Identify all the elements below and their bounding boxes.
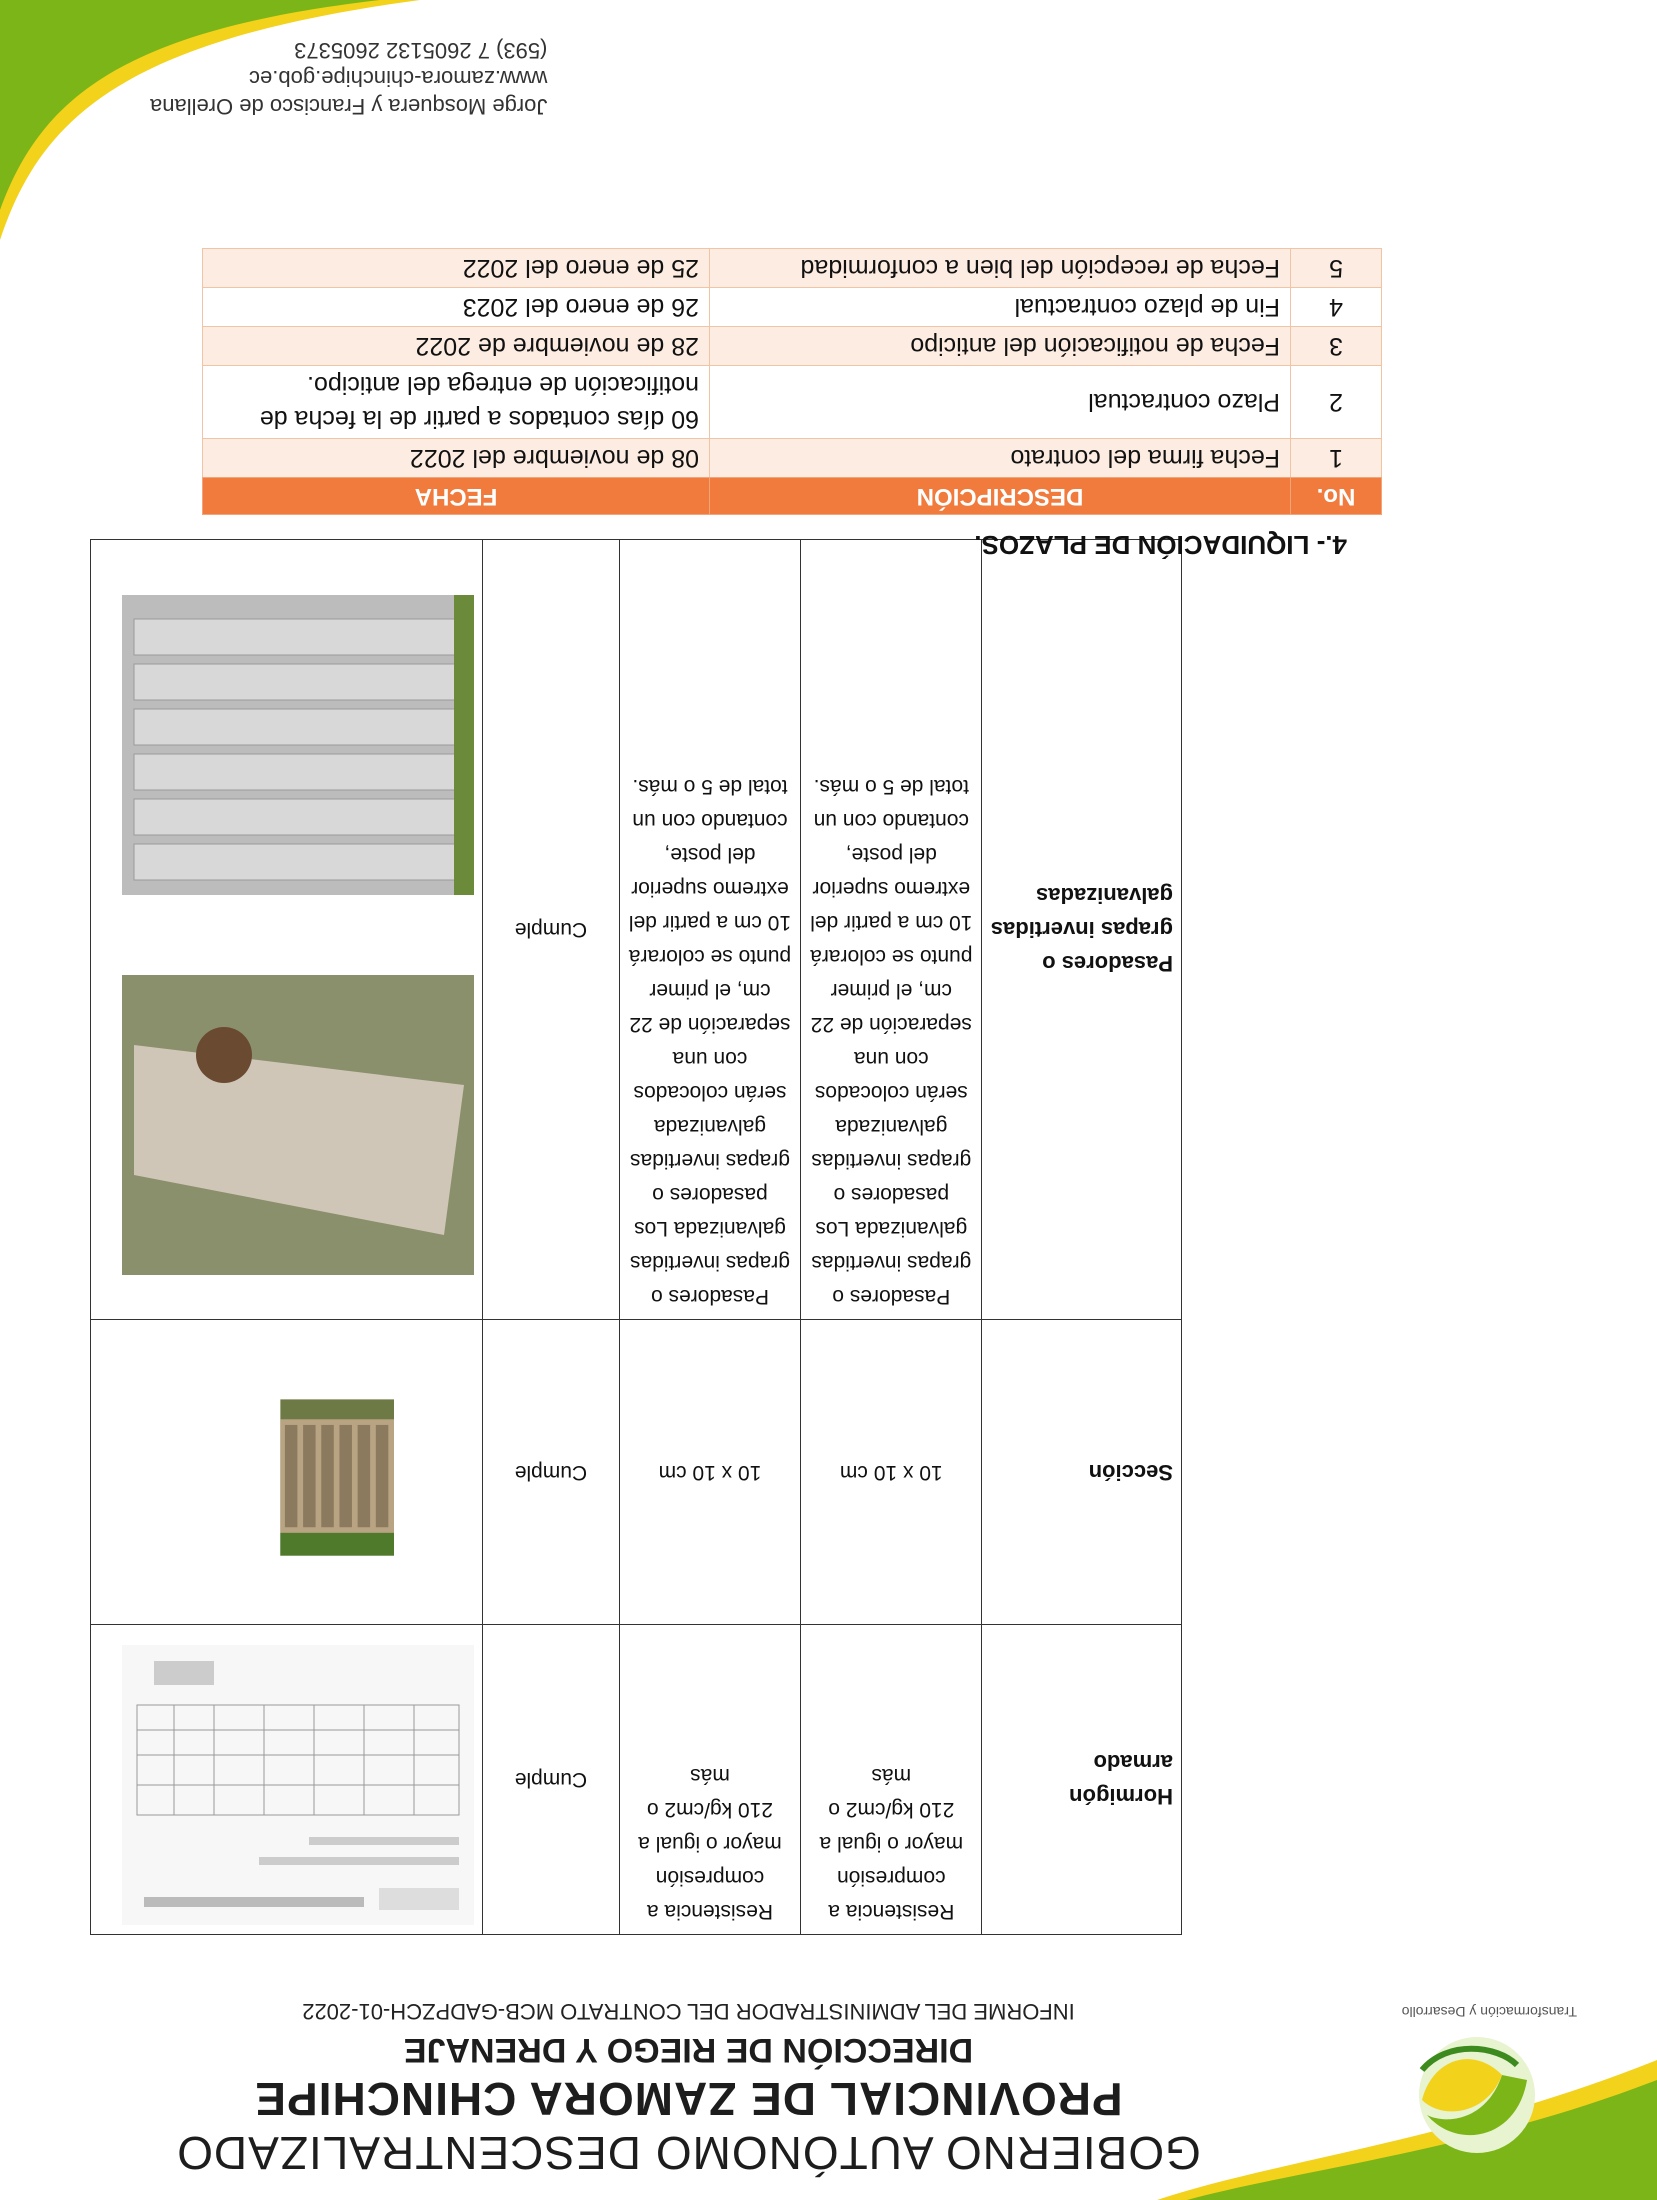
- row-number: 3: [1291, 327, 1382, 366]
- row-number: 5: [1291, 249, 1382, 288]
- header-description: DESCRIPCIÓN: [710, 478, 1291, 515]
- evaluation-table: [90, 539, 1182, 1935]
- row-description: Fecha de notificación del anticipo: [710, 327, 1291, 366]
- row-date: 60 días contados a partir de la fecha de notificación de entrega del anticipo.: [203, 366, 710, 439]
- table-row: [91, 1320, 1182, 1625]
- table-row: [203, 439, 1382, 478]
- header-line-2: PROVINCIAL DE ZAMORA CHINCHIPE: [254, 2073, 1123, 2125]
- row-description: Fecha de recepción del bien a conformidad: [710, 249, 1291, 288]
- parameter-cell: Pasadores o grapas invertidas galvanizadas: [982, 540, 1182, 1320]
- row-number: 2: [1291, 366, 1382, 439]
- required-cell: Resistencia a compresión mayor o igual a 210 kg/cm2 o más: [801, 1625, 982, 1935]
- header-line-1: GOBIERNO AUTÓNOMO DESCENTRALIZADO: [176, 2127, 1201, 2179]
- footer-phone: (593) 7 2605132 2605373: [294, 38, 548, 63]
- table-row: [203, 327, 1382, 366]
- parameter-cell: Hormigón armado: [982, 1625, 1182, 1935]
- report-reference: INFORME DEL ADMINISTRADOR DEL CONTRATO MCB-GADPZCH-01-2022: [302, 1999, 1075, 2024]
- parameter-cell: Sección: [982, 1320, 1182, 1625]
- row-description: Plazo contractual: [710, 366, 1291, 439]
- photo-cell: [91, 1625, 483, 1935]
- stacked-concrete-posts-image: [194, 1340, 394, 1615]
- row-description: Fin de plazo contractual: [710, 288, 1291, 327]
- posts-inspection-photos-image: [122, 595, 474, 1275]
- row-number: 4: [1291, 288, 1382, 327]
- row-date: 08 de noviembre del 2022: [203, 439, 710, 478]
- lab-report-document-image: [122, 1645, 474, 1925]
- row-date: 28 de noviembre de 2022: [203, 327, 710, 366]
- header-line-3: DIRECCIÓN DE RIEGO Y DRENAJE: [403, 2031, 974, 2069]
- result-cell: Cumple: [483, 1320, 620, 1625]
- footer-contact: [150, 36, 547, 120]
- header-no: No.: [1291, 478, 1382, 515]
- row-date: 26 de enero del 2023: [203, 288, 710, 327]
- document-header: [160, 1994, 1217, 2180]
- gad-logo-icon: [1397, 2020, 1557, 2170]
- row-date: 25 de enero del 2022: [203, 249, 710, 288]
- result-cell: Cumple: [483, 1625, 620, 1935]
- required-cell: Pasadores o grapas invertidas galvanizada Los pasadores o grapas invertidas galvanizada serán colocados con una separación de 22 cm, el primer punto se colorará 10 cm a partir del extremo superior del poste, contando con un total de 5 o más.: [801, 540, 982, 1320]
- table-row: [203, 366, 1382, 439]
- footer-website: www.zamora-chinchipe.gob.ec: [249, 66, 548, 91]
- row-description: Fecha firma del contrato: [710, 439, 1291, 478]
- required-cell: 10 x 10 cm: [801, 1320, 982, 1625]
- observed-cell: Resistencia a compresión mayor o igual a 210 kg/cm2 o más: [619, 1625, 800, 1935]
- photo-cell: [91, 1320, 483, 1625]
- section-title: 4.- LIQUIDACIÓN DE PLAZOS.: [974, 530, 1347, 560]
- header-date: FECHA: [203, 478, 710, 515]
- row-number: 1: [1291, 439, 1382, 478]
- photo-cell: [91, 540, 483, 1320]
- tagline: Transformación y Desarrollo: [1401, 2004, 1577, 2020]
- observed-cell: 10 x 10 cm: [619, 1320, 800, 1625]
- table-row: [203, 288, 1382, 327]
- plazos-table: [202, 248, 1382, 515]
- table-row: [203, 249, 1382, 288]
- table-row: [91, 1625, 1182, 1935]
- footer-address: Jorge Mosquera y Francisco de Orellana: [150, 94, 548, 119]
- table-row: [91, 540, 1182, 1320]
- result-cell: Cumple: [483, 540, 620, 1320]
- table-header-row: [203, 478, 1382, 515]
- observed-cell: Pasadores o grapas invertidas galvanizada Los pasadores o grapas invertidas galvanizada serán colocados con una separación de 22 cm, el primer punto se colorará 10 cm a partir del extremo superior del poste, contando con un total de 5 o más.: [619, 540, 800, 1320]
